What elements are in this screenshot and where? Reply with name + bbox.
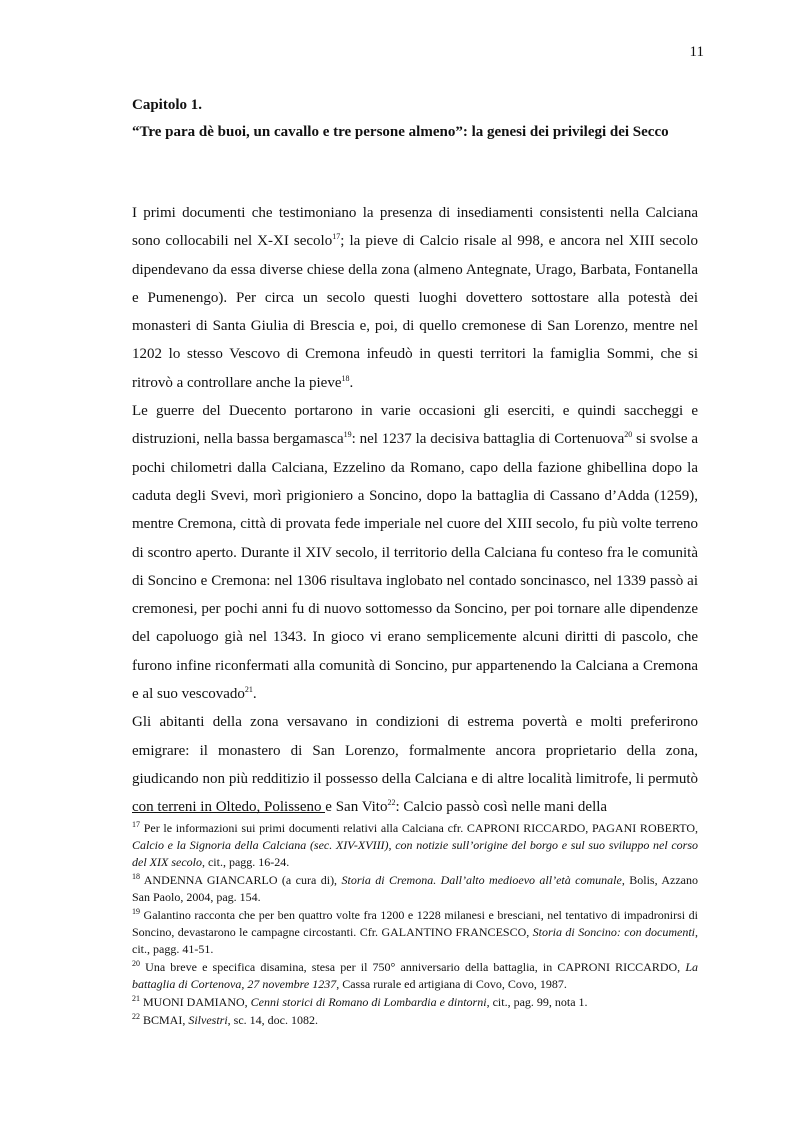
footnote-text: Una breve e specifica disamina, stesa per il 750° anniversario della battaglia, in CAPRONI RICCARDO,: [145, 960, 686, 974]
paragraph: [132, 397, 698, 708]
footnotes: [132, 820, 698, 1030]
text-run: I primi documenti che testimoniano la presenza di insediamenti consistenti nella Calciana sono collocabili nel X-XI secolo: [132, 205, 698, 250]
text-run: .: [252, 686, 257, 703]
footnote: [132, 872, 698, 906]
footnote-title: Cenni storici di Romano di Lombardia e dintorni: [250, 995, 487, 1009]
footnote-ref: 21: [244, 685, 253, 695]
footnote-number: 21: [132, 994, 140, 1003]
footnote-text: ANDENNA GIANCARLO (a cura di),: [143, 873, 342, 887]
text-run: Le guerre del Duecento portarono in varie occasioni gli eserciti, e quindi saccheggi e distruzioni, nella bassa bergamasca: [132, 403, 698, 448]
footnote: [132, 820, 698, 871]
footnote-ref: 20: [624, 430, 633, 440]
text-run: ; la pieve di Calcio risale al 998, e ancora nel XIII secolo dipendevano da essa diverse chiese della zona (almeno Antegnate, Urago, Barbata, Fontanella e Pumenengo). Per circa un secolo questi luoghi dovettero sottostare alla potestà dei monasteri di Santa Giulia di Brescia e, poi, di quello cremonese di San Lorenzo, mentre nel 1202 lo stesso Vescovo di Cremona infeudò in questi territori la famiglia Sommi, che si ritrovò a controllare anche la pieve: [132, 233, 699, 391]
footnote-text: , cit., pagg. 16-24.: [201, 855, 290, 869]
footnote-text: BCMAI,: [143, 1013, 189, 1027]
chapter-heading: [132, 92, 698, 146]
paragraph: [132, 708, 698, 821]
footnote: [132, 959, 698, 993]
text-run: : nel 1237 la decisiva battaglia di Cortenuova: [351, 431, 625, 448]
footnote-number: 19: [132, 907, 140, 916]
footnote: [132, 994, 698, 1011]
footnote-title: Calcio e la Signoria della Calciana (sec. XIV-XVIII), con notizie sull’origine del borgo e sul suo sviluppo nel corso del XIX secolo: [132, 838, 698, 869]
footnote-text: Galantino racconta che per ben quattro volte fra 1200 e 1228 milanesi e bresciani, nel tentativo di impadronirsi di Soncino, devastarono le campagne circostanti. Cfr. GALANTINO FRANCESCO,: [132, 908, 699, 939]
footnote-text: , cit., pagg. 41-51.: [132, 925, 699, 956]
footnote-text: MUONI DAMIANO,: [143, 995, 251, 1009]
footnote-ref: 22: [387, 798, 396, 808]
footnote-text: , sc. 14, doc. 1082.: [227, 1013, 318, 1027]
footnote-number: 17: [132, 820, 140, 829]
text-run: Gli abitanti della zona versavano in condizioni di estrema povertà e molti preferirono emigrare: il monastero di San Lorenzo, formalmente ancora proprietario della zona, giudicando non più redditizio il possesso della Calciana e di altre località limitrofe, li permutò con terreni in Oltedo, Polisseno e San Vito: [132, 714, 698, 816]
page-number: 11: [689, 44, 704, 60]
footnote-ref: 19: [343, 430, 352, 440]
footnote-title: Silvestri: [188, 1013, 228, 1027]
text-run: si svolse a pochi chilometri dalla Calciana, Ezzelino da Romano, capo della fazione ghibellina dopo la caduta degli Svevi, morì prigioniero a Soncino, dopo la battaglia di Cassano d’Adda (1259), mentre Cremona, città di provata fede imperiale nel cuore del XIII secolo, fu più volte terreno di scontro aperto. Durante il XIV secolo, il territorio della Calciana fu conteso fra le comunità di Soncino e Cremona: nel 1306 risultava inglobato nel contado soncinasco, nel 1339 passò ai cremonesi, per pochi anni fu di nuovo sottomesso da Soncino, per poi tornare alle dipendenze del capoluogo già nel 1343. In gioco vi erano semplicemente alcuni diritti di pascolo, che furono infine riconfermati alla comunità di Soncino, pur appartenendo la Calciana a Cremona e al suo vescovado: [132, 431, 698, 703]
footnote-ref: 17: [332, 232, 341, 242]
chapter-title: “Tre para dè buoi, un cavallo e tre persone almeno”: la genesi dei privilegi dei Secco: [132, 124, 669, 140]
footnote: [132, 907, 698, 958]
footnote-text: , Bolis, Azzano San Paolo, 2004, pag. 154.: [132, 873, 698, 904]
footnote-separator: [132, 812, 325, 813]
footnote-title: La battaglia di Cortenova, 27 novembre 1237: [132, 960, 699, 991]
footnote-number: 20: [132, 959, 140, 968]
chapter-label: Capitolo 1.: [132, 97, 203, 113]
footnote-number: 18: [132, 872, 140, 881]
footnote: [132, 1012, 698, 1029]
footnote-text: , cit., pag. 99, nota 1.: [486, 995, 588, 1009]
body-text: [132, 199, 698, 822]
footnote-title: Storia di Cremona. Dall’alto medioevo all’età comunale: [341, 873, 622, 887]
footnote-ref: 18: [341, 373, 350, 383]
text-run: .: [349, 374, 354, 391]
footnote-text: , Cassa rurale ed artigiana di Covo, Covo, 1987.: [336, 977, 567, 991]
footnote-text: Per le informazioni sui primi documenti relativi alla Calciana cfr. CAPRONI RICCARDO, PAGANI ROBERTO,: [143, 821, 699, 835]
paragraph: [132, 199, 698, 397]
text-run: : Calcio passò così nelle mani della: [395, 799, 608, 816]
footnote-title: Storia di Soncino: con documenti: [532, 925, 696, 939]
footnote-number: 22: [132, 1012, 140, 1021]
